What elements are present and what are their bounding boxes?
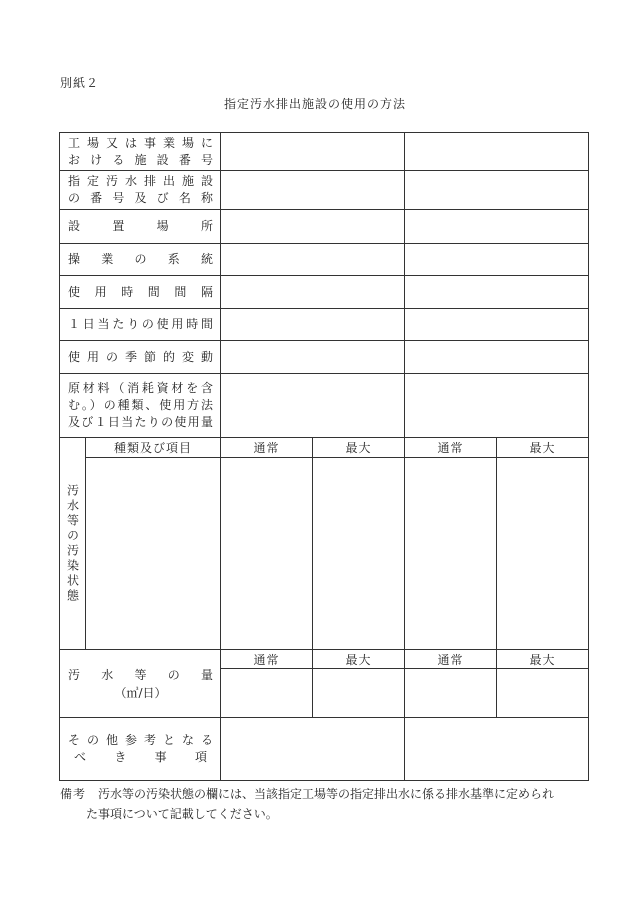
field-designated-facility-2[interactable] xyxy=(405,171,589,210)
document-title: 指定汚水排出施設の使用の方法 xyxy=(223,97,406,111)
label-raw-materials: 原材料（消耗資材を含 む。）の種類、使用方法 及び１日当たりの使用量 xyxy=(60,374,221,438)
field-other-2[interactable] xyxy=(405,718,589,781)
header-item-type: 種類及び項目 xyxy=(86,438,221,458)
field-facility-number-1[interactable] xyxy=(221,133,405,171)
field-daily-hours-1[interactable] xyxy=(221,309,405,341)
field-volume-normal-1[interactable] xyxy=(221,669,313,718)
field-seasonal-1[interactable] xyxy=(221,341,405,374)
label-wastewater-volume: 汚水等の量 （㎥/日） xyxy=(60,650,221,718)
row-volume-header xyxy=(60,650,589,669)
row-pollution-header xyxy=(60,438,589,458)
header-normal-2: 通常 xyxy=(405,438,497,458)
label-operation: 操業の系統 xyxy=(60,244,221,276)
field-volume-max-1[interactable] xyxy=(313,669,405,718)
usage-method-form xyxy=(59,132,589,781)
field-pollution-items[interactable] xyxy=(86,458,221,650)
field-usage-interval-1[interactable] xyxy=(221,276,405,309)
field-facility-number-2[interactable] xyxy=(405,133,589,171)
field-designated-facility-1[interactable] xyxy=(221,171,405,210)
field-seasonal-2[interactable] xyxy=(405,341,589,374)
label-seasonal: 使用の季節的変動 xyxy=(60,341,221,374)
field-operation-2[interactable] xyxy=(405,244,589,276)
label-facility-number: 工場又は事業場に おける施設番号 xyxy=(60,133,221,171)
remarks-note xyxy=(60,784,590,824)
field-operation-1[interactable] xyxy=(221,244,405,276)
label-daily-hours: １日当たりの使用時間 xyxy=(60,309,221,341)
row-designated-facility xyxy=(60,171,589,210)
row-seasonal xyxy=(60,341,589,374)
label-designated-facility: 指定汚水排出施設 の番号及び名称 xyxy=(60,171,221,210)
field-pollution-normal-2[interactable] xyxy=(405,458,497,650)
row-daily-hours xyxy=(60,309,589,341)
header-normal-1: 通常 xyxy=(221,438,313,458)
header-volume-max-2: 最大 xyxy=(497,650,589,669)
field-location-2[interactable] xyxy=(405,210,589,244)
row-raw-materials xyxy=(60,374,589,438)
row-pollution-body xyxy=(60,458,589,650)
field-raw-materials-2[interactable] xyxy=(405,374,589,438)
field-raw-materials-1[interactable] xyxy=(221,374,405,438)
field-daily-hours-2[interactable] xyxy=(405,309,589,341)
header-max-1: 最大 xyxy=(313,438,405,458)
label-location: 設置場所 xyxy=(60,210,221,244)
field-usage-interval-2[interactable] xyxy=(405,276,589,309)
field-volume-normal-2[interactable] xyxy=(405,669,497,718)
document-id: 別紙２ xyxy=(60,76,100,90)
field-volume-max-2[interactable] xyxy=(497,669,589,718)
row-facility-number xyxy=(60,133,589,171)
remarks-head: 備考 xyxy=(60,787,87,801)
header-volume-normal-2: 通常 xyxy=(405,650,497,669)
label-pollution-state: 汚水等の汚染状態 xyxy=(60,438,86,650)
header-volume-max-1: 最大 xyxy=(313,650,405,669)
remarks-line-2: た事項について記載してください。 xyxy=(86,807,278,821)
field-pollution-max-2[interactable] xyxy=(497,458,589,650)
label-other-references: その他参考となる べき事項 xyxy=(60,718,221,781)
header-volume-normal-1: 通常 xyxy=(221,650,313,669)
label-usage-interval: 使用時間間隔 xyxy=(60,276,221,309)
header-max-2: 最大 xyxy=(497,438,589,458)
remarks-line-1: 汚水等の汚染状態の欄には、当該指定工場等の指定排出水に係る排水基準に定められ xyxy=(98,787,555,801)
row-other xyxy=(60,718,589,781)
row-operation xyxy=(60,244,589,276)
field-location-1[interactable] xyxy=(221,210,405,244)
row-location xyxy=(60,210,589,244)
field-pollution-max-1[interactable] xyxy=(313,458,405,650)
field-pollution-normal-1[interactable] xyxy=(221,458,313,650)
field-other-1[interactable] xyxy=(221,718,405,781)
row-usage-interval xyxy=(60,276,589,309)
